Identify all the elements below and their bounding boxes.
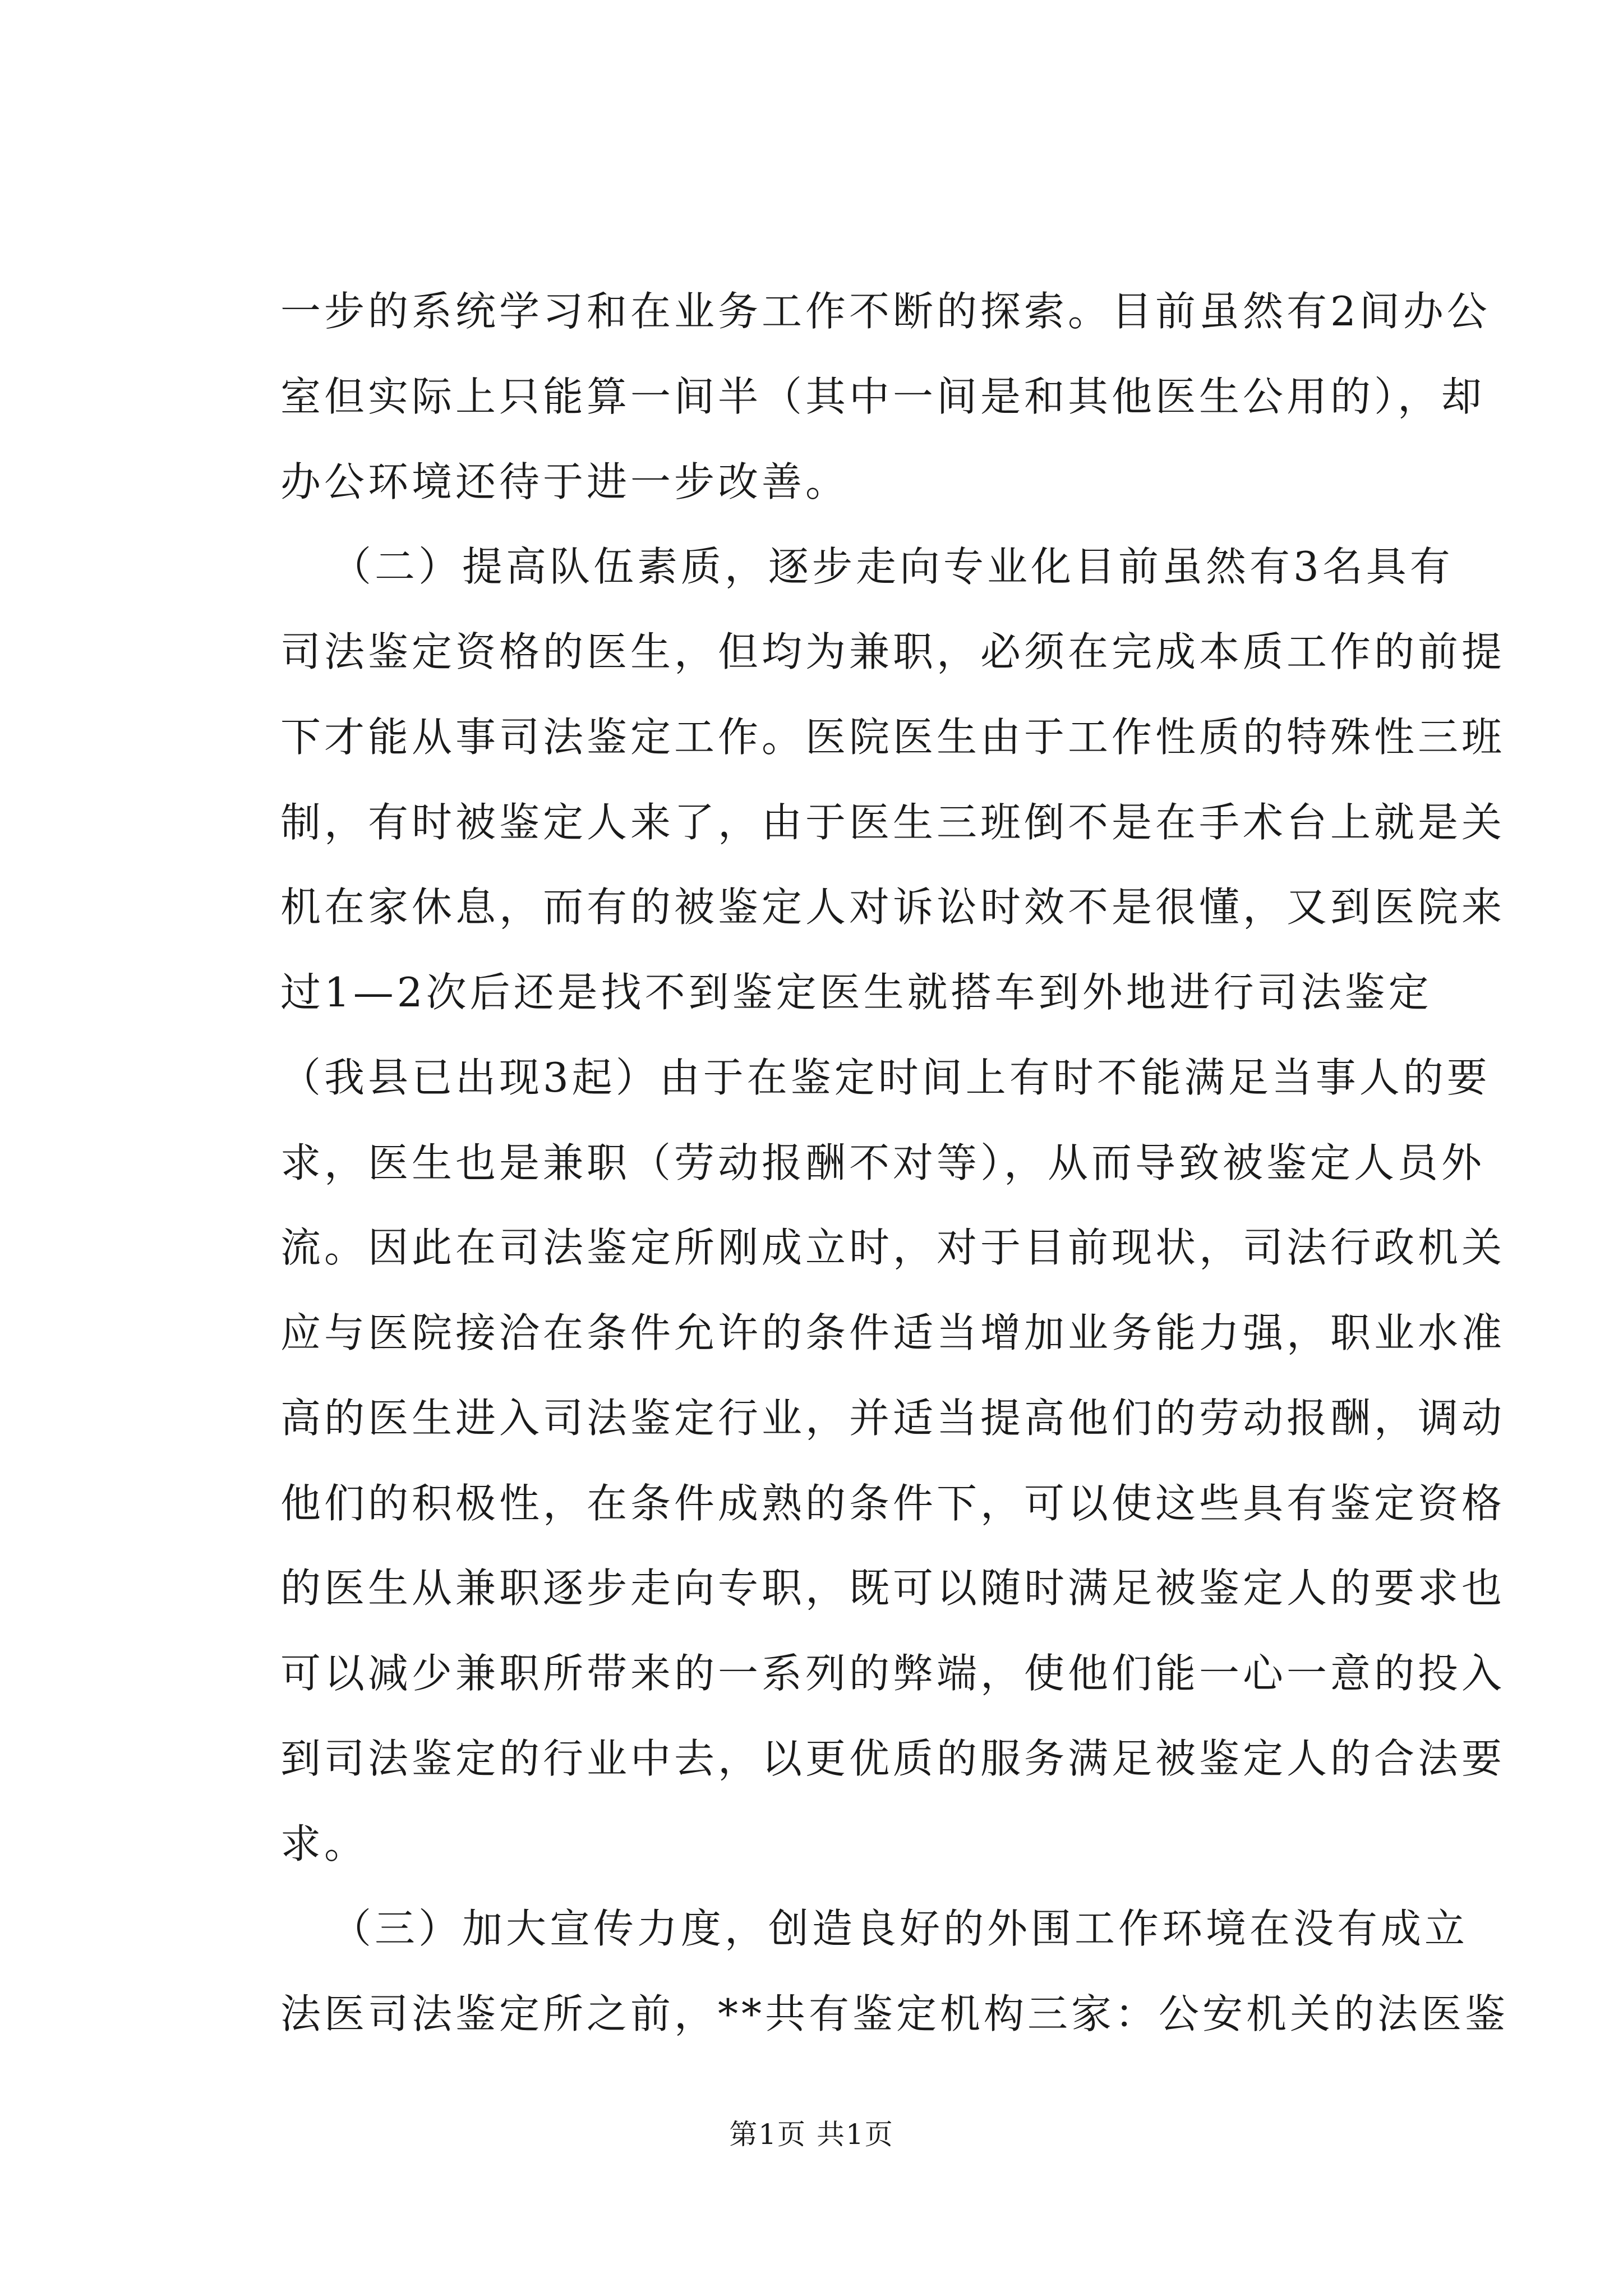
text-line: 到司法鉴定的行业中去，以更优质的服务满足被鉴定人的合法要 [280,1734,1506,1782]
text-line: 应与医院接洽在条件允许的条件适当增加业务能力强，职业水准 [280,1309,1506,1356]
text-line: 办公环境还待于进一步改善。 [280,458,850,505]
section-heading-2: （二）提高队伍素质，逐步走向专业化目前虽然有3名具有 [331,543,1454,591]
text-line: 下才能从事司法鉴定工作。医院医生由于工作性质的特殊性三班 [280,713,1506,761]
text-line: 的医生从兼职逐步走向专职，既可以随时满足被鉴定人的要求也 [280,1565,1506,1612]
text-line: 一步的系统学习和在业务工作不断的探索。目前虽然有2间办公 [280,288,1491,335]
text-line: 机在家休息，而有的被鉴定人对诉讼时效不是很懂，又到医院来 [280,884,1506,931]
text-line: 制，有时被鉴定人来了，由于医生三班倒不是在手术台上就是关 [280,798,1506,846]
text-line: 他们的积极性，在条件成熟的条件下，可以使这些具有鉴定资格 [280,1479,1506,1527]
text-line: 室但实际上只能算一间半（其中一间是和其他医生公用的），却 [280,372,1486,420]
text-line: 可以减少兼职所带来的一系列的弊端，使他们能一心一意的投入 [280,1650,1506,1697]
text-line: 高的医生进入司法鉴定行业，并适当提高他们的劳动报酬，调动 [280,1394,1506,1442]
text-line: 流。因此在司法鉴定所刚成立时，对于目前现状，司法行政机关 [280,1224,1506,1272]
page-footer: 第1页 共1页 [729,2118,894,2151]
section-heading-3: （三）加大宣传力度，创造良好的外围工作环境在没有成立 [331,1905,1469,1953]
text-line: 求，医生也是兼职（劳动报酬不对等），从而导致被鉴定人员外 [280,1139,1486,1186]
text-line: （我县已出现3起）由于在鉴定时间上有时不能满足当事人的要 [280,1053,1491,1101]
text-line: 求。 [280,1820,368,1867]
text-line: 司法鉴定资格的医生，但均为兼职，必须在完成本质工作的前提 [280,628,1506,675]
text-line: 法医司法鉴定所之前，**共有鉴定机构三家：公安机关的法医鉴 [280,1990,1509,2037]
text-line: 过1—2次后还是找不到鉴定医生就搭车到外地进行司法鉴定 [280,969,1432,1016]
